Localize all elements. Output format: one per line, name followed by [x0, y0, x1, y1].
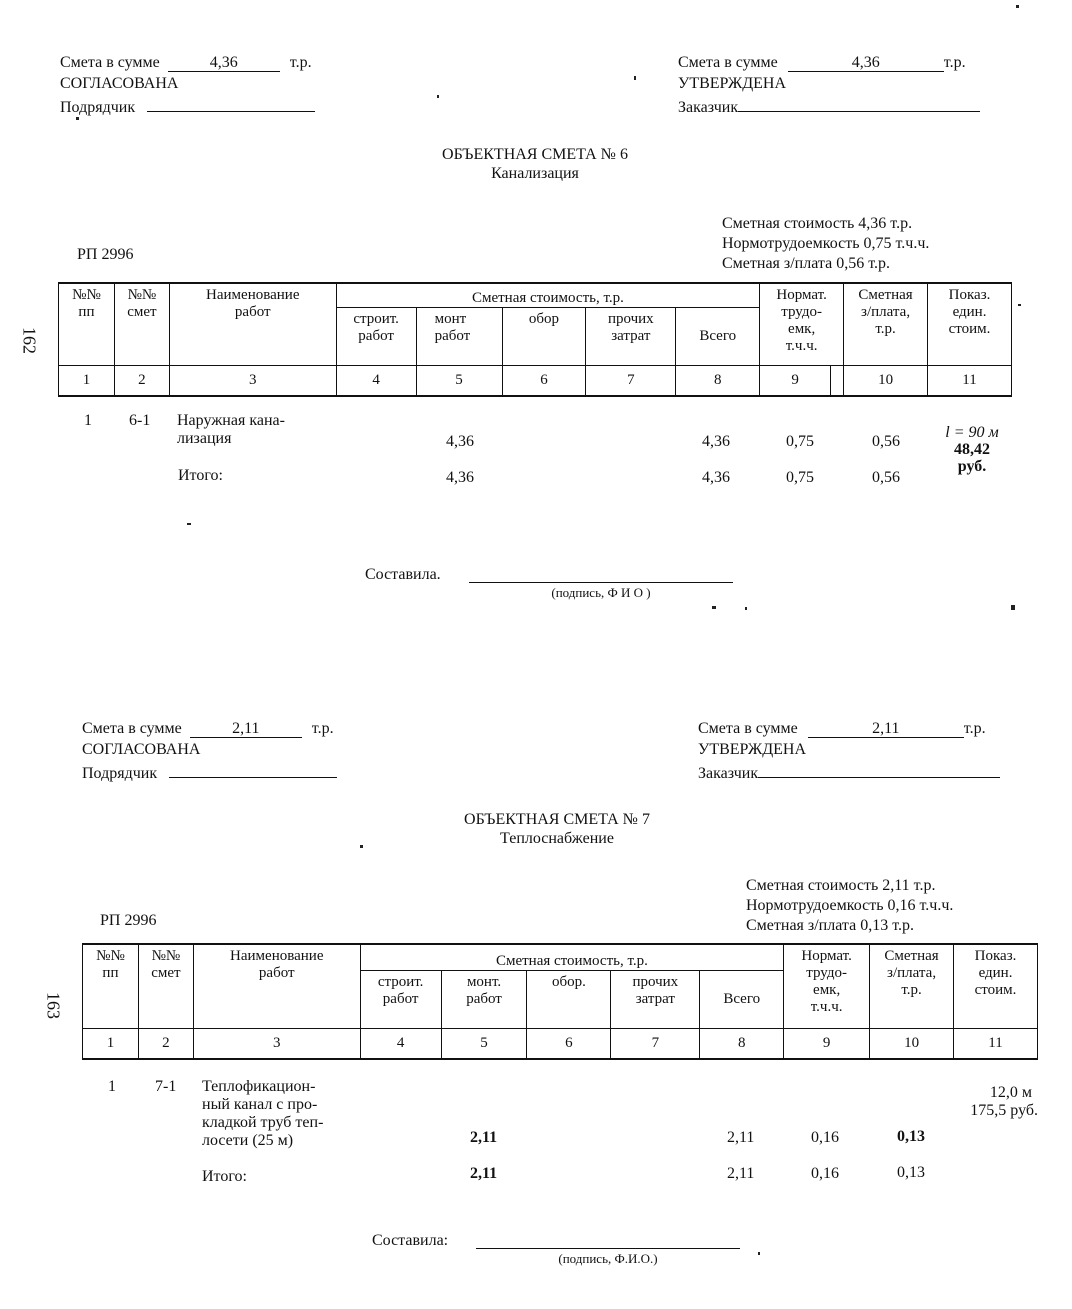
approved-block-6 — [678, 52, 980, 118]
scan-speck — [1016, 5, 1019, 8]
compiled-by-signature-line-6 — [469, 582, 733, 583]
scan-speck — [758, 1252, 760, 1255]
title: ОБЪЕКТНАЯ СМЕТА № 7 — [464, 811, 650, 828]
summary-wage: Сметная з/плата 0,56 т.р. — [722, 255, 890, 272]
compiled-by-label-7: Составила: — [372, 1232, 449, 1249]
contractor-label: Подрядчик — [60, 99, 136, 116]
summary-labor: Нормотрудоемкость 0,16 т.ч.ч. — [746, 897, 954, 914]
row-name: Наружная кана- лизация — [177, 412, 285, 447]
col-header-cost-group: Сметная стоимость, т.р. — [336, 283, 760, 308]
estimate-table-7 — [82, 943, 1038, 1060]
col-number: 3 — [169, 366, 336, 396]
col-header-labor: Нормат. трудо- емк, т.ч.ч. — [784, 944, 870, 1029]
col-number: 7 — [586, 366, 676, 396]
estimate-title-6 — [330, 145, 740, 183]
col-header-other: прочих затрат — [611, 971, 700, 1029]
col-number: 5 — [441, 1029, 527, 1059]
total-mount: 4,36 — [446, 469, 474, 486]
total-label: Итого: — [178, 467, 223, 484]
row-num: 1 — [108, 1078, 116, 1095]
scan-speck — [745, 607, 747, 610]
title: ОБЪЕКТНАЯ СМЕТА № 6 — [442, 146, 628, 163]
subtitle: Теплоснабжение — [500, 830, 614, 847]
contractor-signature-line — [147, 94, 315, 112]
agreed-status: СОГЛАСОВАНА — [82, 741, 201, 758]
col-number: 8 — [676, 366, 760, 396]
col-number: 5 — [416, 366, 502, 396]
summary-7 — [746, 876, 953, 936]
estimate-title-7 — [352, 810, 762, 848]
agreed-block-7 — [82, 718, 337, 784]
col-number: 3 — [193, 1029, 360, 1059]
sum-label: Смета в сумме — [82, 720, 182, 737]
col-number: 10 — [844, 366, 928, 396]
row-mount: 2,11 — [470, 1129, 498, 1146]
col-header-cost-group: Сметная стоимость, т.р. — [360, 944, 784, 971]
total-label: Итого: — [202, 1168, 247, 1185]
sum-unit: т.р. — [943, 54, 966, 71]
col-number: 6 — [527, 1029, 611, 1059]
row-est: 7-1 — [155, 1078, 177, 1095]
page-number-162: 162 — [19, 327, 40, 354]
sum-unit: т.р. — [311, 720, 334, 737]
unit-cost-value: 48,42 — [954, 441, 990, 458]
customer-signature-line — [758, 760, 1000, 778]
col-number: 7 — [611, 1029, 700, 1059]
sum-label: Смета в сумме — [678, 54, 778, 71]
row-name: Теплофикацион- ный канал с про- кладкой труб теп- лосети (25 м) — [202, 1078, 324, 1149]
col-number: 9 — [760, 366, 831, 396]
sum-unit: т.р. — [963, 720, 986, 737]
sum-value: 2,11 — [190, 720, 302, 738]
col-header-wage: Сметная з/плата, т.р. — [844, 283, 928, 366]
approved-block-7 — [698, 718, 1000, 784]
col-number: 4 — [360, 1029, 441, 1059]
unit-cost-length: l = 90 м — [945, 424, 999, 441]
customer-label: Заказчик — [678, 99, 739, 116]
scan-speck — [437, 95, 439, 98]
summary-6 — [722, 214, 929, 274]
unit-cost-value: 175,5 руб. — [970, 1102, 1038, 1119]
total-wage: 0,56 — [872, 469, 900, 486]
sum-value: 4,36 — [168, 54, 280, 72]
customer-signature-line — [738, 94, 980, 112]
col-header-build: строит. работ — [360, 971, 441, 1029]
compiled-by-signature-line-7 — [476, 1248, 740, 1249]
row-unit-cost — [928, 424, 1016, 475]
subtitle: Канализация — [491, 165, 579, 182]
col-header-est: №№ смет — [114, 283, 169, 366]
col-number: 9 — [784, 1029, 870, 1059]
row-total: 4,36 — [702, 433, 730, 450]
col-header-equip: обор. — [527, 971, 611, 1029]
row-total: 2,11 — [727, 1129, 755, 1146]
col-header-unit-cost: Показ. един. стоим. — [954, 944, 1038, 1029]
scan-speck — [1011, 605, 1015, 610]
contractor-label: Подрядчик — [82, 765, 158, 782]
col-header-other: прочих затрат — [586, 308, 676, 366]
page-number-163: 163 — [43, 992, 64, 1019]
col-header-wage: Сметная з/плата, т.р. — [870, 944, 954, 1029]
col-number: 2 — [114, 366, 169, 396]
col-number: 11 — [954, 1029, 1038, 1059]
col-number: 6 — [502, 366, 586, 396]
rp-code-7: РП 2996 — [100, 912, 157, 929]
col-header-unit-cost: Показ. един. стоим. — [928, 283, 1012, 366]
sum-unit: т.р. — [289, 54, 312, 71]
col-header-name: Наименование работ — [193, 944, 360, 1029]
rp-code-6: РП 2996 — [77, 246, 134, 263]
unit-cost-unit: руб. — [957, 458, 987, 475]
agreed-block-6 — [60, 52, 315, 118]
approved-status: УТВЕРЖДЕНА — [698, 741, 807, 758]
row-labor: 0,16 — [811, 1129, 839, 1146]
row-est: 6-1 — [129, 412, 151, 429]
summary-labor: Нормотрудоемкость 0,75 т.ч.ч. — [722, 235, 930, 252]
unit-cost-length: 12,0 м — [989, 1084, 1032, 1101]
total-labor: 0,16 — [811, 1165, 839, 1182]
total-wage: 0,13 — [897, 1164, 925, 1181]
sum-value: 4,36 — [788, 54, 944, 72]
col-number: 1 — [59, 366, 115, 396]
total-mount: 2,11 — [470, 1165, 498, 1182]
total-labor: 0,75 — [786, 469, 814, 486]
col-header-mount: монт работ — [416, 308, 502, 366]
compiled-by-label-6: Составила. — [365, 566, 441, 583]
total-total: 2,11 — [727, 1165, 755, 1182]
signature-note-7: (подпись, Ф.И.О.) — [558, 1251, 658, 1266]
approved-status: УТВЕРЖДЕНА — [678, 75, 787, 92]
col-number: 2 — [138, 1029, 193, 1059]
scan-speck — [712, 606, 716, 609]
summary-wage: Сметная з/плата 0,13 т.р. — [746, 917, 914, 934]
col-header-name: Наименование работ — [169, 283, 336, 366]
col-number: 11 — [928, 366, 1012, 396]
signature-note-6: (подпись, Ф И О ) — [551, 585, 651, 600]
row-wage: 0,13 — [897, 1128, 925, 1145]
summary-cost: Сметная стоимость 2,11 т.р. — [746, 877, 936, 894]
customer-label: Заказчик — [698, 765, 759, 782]
total-total: 4,36 — [702, 469, 730, 486]
col-number: 1 — [83, 1029, 139, 1059]
col-number: 8 — [700, 1029, 784, 1059]
col-divider — [831, 366, 844, 396]
row-mount: 4,36 — [446, 433, 474, 450]
scan-speck — [187, 523, 191, 525]
col-header-num: №№ пп — [83, 944, 139, 1029]
col-header-labor: Нормат. трудо- емк, т.ч.ч. — [760, 283, 844, 366]
col-header-equip: обор — [502, 308, 586, 366]
scan-speck — [1018, 304, 1021, 306]
col-number: 4 — [336, 366, 416, 396]
col-number: 10 — [870, 1029, 954, 1059]
row-labor: 0,75 — [786, 433, 814, 450]
col-header-mount: монт. работ — [441, 971, 527, 1029]
row-num: 1 — [84, 412, 92, 429]
col-header-total: Всего — [676, 308, 760, 366]
sum-value: 2,11 — [808, 720, 964, 738]
col-header-total: Всего — [700, 971, 784, 1029]
col-header-build: строит. работ — [336, 308, 416, 366]
sum-label: Смета в сумме — [60, 54, 160, 71]
col-header-est: №№ смет — [138, 944, 193, 1029]
contractor-signature-line — [169, 760, 337, 778]
row-unit-cost — [938, 1084, 1038, 1120]
row-wage: 0,56 — [872, 433, 900, 450]
summary-cost: Сметная стоимость 4,36 т.р. — [722, 215, 913, 232]
estimate-table-6 — [58, 282, 1012, 397]
sum-label: Смета в сумме — [698, 720, 798, 737]
scan-speck — [634, 76, 636, 80]
agreed-status: СОГЛАСОВАНА — [60, 75, 179, 92]
col-header-num: №№ пп — [59, 283, 115, 366]
